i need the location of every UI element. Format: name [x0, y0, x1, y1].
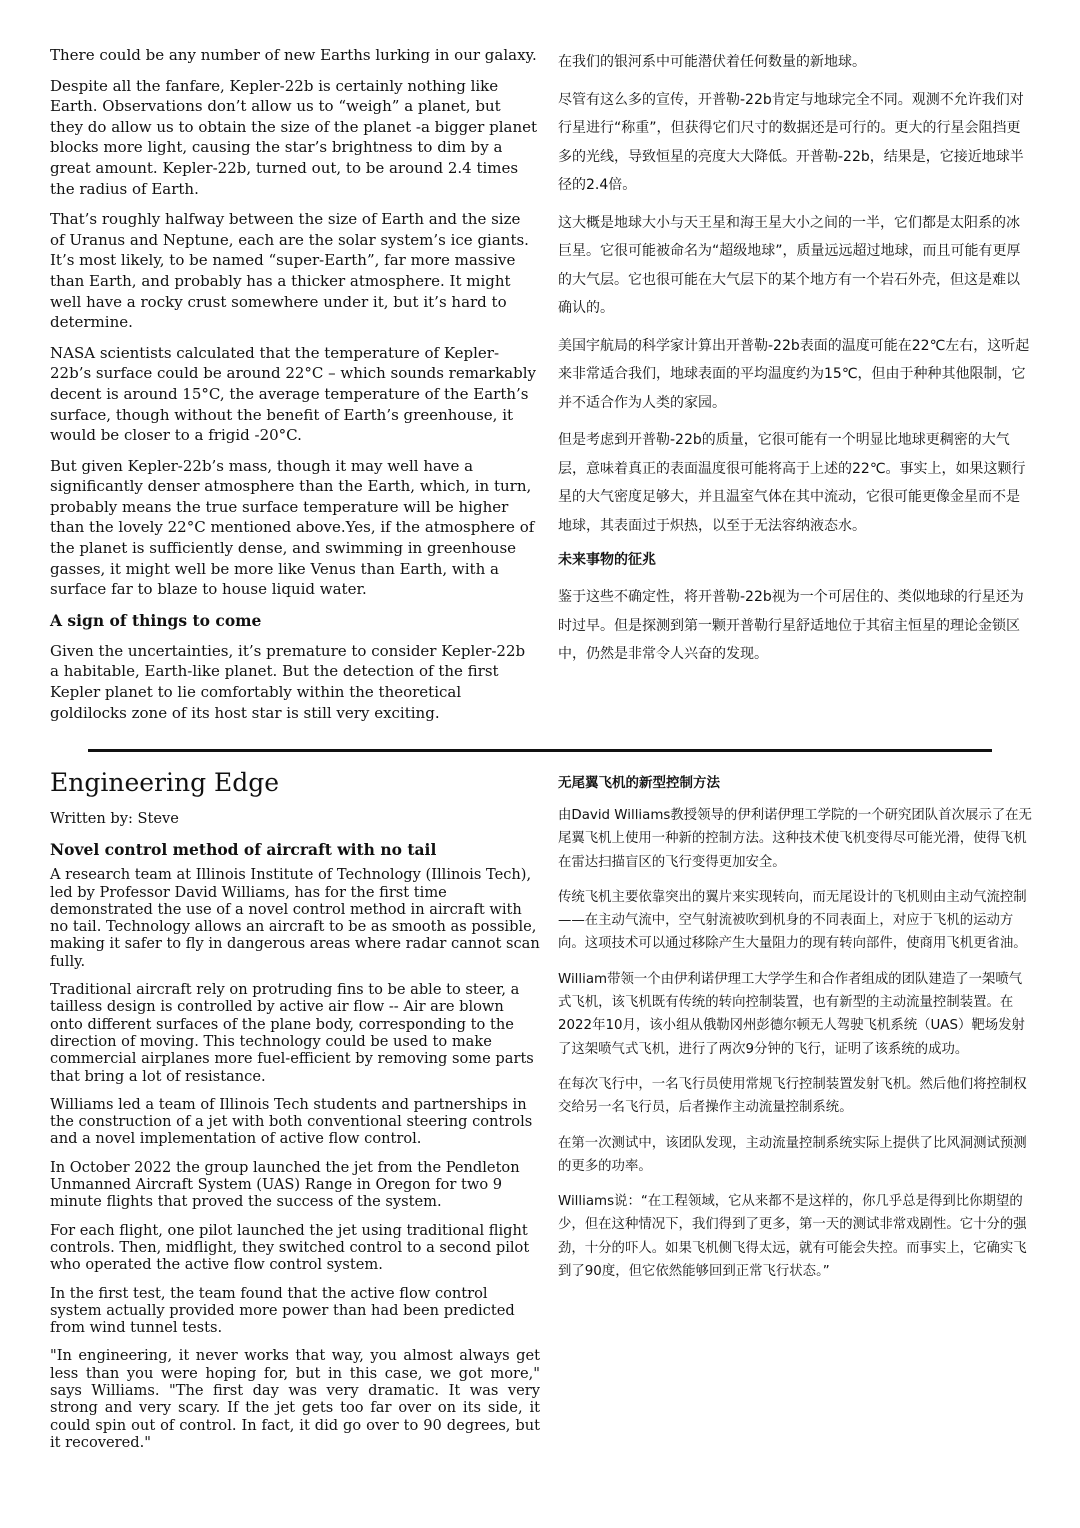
- section-heading: A sign of things to come: [50, 610, 262, 630]
- paragraph: 尽管有这么多的宣传，开普勒-22b肯定与地球完全不同。观测不允许我们对行星进行“称重”，但获得它们尺寸的数据还是可行的。更大的行星会阻挡更多的光线，导致恒星的亮度大大降低。开普勒-22b，结果是，它接近地球半径的2.4倍。: [558, 91, 1024, 193]
- bottom-chinese-column: [558, 772, 1033, 1295]
- paragraph: William带领一个由伊利诺伊理工大学学生和合作者组成的团队建造了一架喷气式飞机，该飞机既有传统的转向控制装置，也有新型的主动流量控制装置。在2022年10月，该小组从俄勒冈州彭德尔顿无人驾驶飞机系统（UAS）靶场发射了这架喷气式飞机，进行了两次9分钟的飞行，证明了该系统的成功。: [558, 971, 1025, 1057]
- paragraph: Williams说：“在工程领域，它从来都不是这样的，你几乎总是得到比你期望的少，但在这种情况下，我们得到了更多，第一天的测试非常戏剧性。它十分的强劲，十分的吓人。如果飞机侧飞得太远，就有可能会失控。而事实上，它确实飞到了90度，但它依然能够回到正常飞行状态。”: [558, 1194, 1027, 1280]
- section-heading: Novel control method of aircraft with no tail: [50, 840, 437, 860]
- paragraph: 在我们的银河系中可能潜伏着任何数量的新地球。: [558, 54, 866, 70]
- paragraph: 在每次飞行中，一名飞行员使用常规飞行控制装置发射飞机。然后他们将控制权交给另一名飞行员，后者操作主动流量控制系统。: [558, 1076, 1027, 1116]
- paragraph: But given Kepler-22b’s mass, though it may well have a significantly denser atmosphere than the Earth, which, in turn, probably means the true surface temperature will be higher than the lovely 22°C mentioned above.Yes, if the atmosphere of the planet is sufficiently dense, and swimming in greenhouse gasses, it might well be more like Venus than Earth, with a surface far to blaze to house liquid water.: [50, 456, 535, 599]
- paragraph: There could be any number of new Earths lurking in our galaxy.: [50, 46, 537, 64]
- paragraph: Williams led a team of Illinois Tech students and partnerships in the construction of a jet with both conventional steering controls and a novel implementation of active flow control.: [50, 1095, 533, 1148]
- paragraph: In the first test, the team found that the active flow control system actually provided more power than had been predicted from wind tunnel tests.: [50, 1284, 515, 1337]
- paragraph: 由David Williams教授领导的伊利诺伊理工学院的一个研究团队首次展示了在无尾翼飞机上使用一种新的控制方法。这种技术使飞机变得尽可能光滑，使得飞机在雷达扫描盲区的飞行变得更加安全。: [558, 808, 1032, 870]
- top-chinese-column: [558, 48, 1033, 678]
- byline: Written by: Steve: [50, 810, 179, 827]
- quote-paragraph: "In engineering, it never works that way, you almost always get less than you were hoping for, but in this case, we got more," says Williams. "The first day was very dramatic. It was very strong and very scary. If the jet gets too far over on its side, it could spin out of control. In fact, it did go over to 90 degrees, but it recovered.": [50, 1347, 540, 1451]
- paragraph: For each flight, one pilot launched the jet using traditional flight controls. Then, midflight, they switched control to a second pilot who operated the active flow control system.: [50, 1221, 530, 1274]
- paragraph: Despite all the fanfare, Kepler-22b is certainly nothing like Earth. Observations don’t allow us to “weigh” a planet, but they do allow us to obtain the size of the planet -a bigger planet blocks more light, causing the star’s brightness to dim by a great amount. Kepler-22b, turned out, to be around 2.4 times the radius of Earth.: [50, 76, 538, 198]
- paragraph: 鉴于这些不确定性，将开普勒-22b视为一个可居住的、类似地球的行星还为时过早。但是探测到第一颗开普勒行星舒适地位于其宿主恒星的理论金锁区中，仍然是非常令人兴奋的发现。: [558, 589, 1024, 662]
- section-divider: [88, 749, 992, 752]
- section-heading: 无尾翼飞机的新型控制方法: [558, 775, 720, 791]
- paragraph: 这大概是地球大小与天王星和海王星大小之间的一半，它们都是太阳系的冰巨星。它很可能被命名为“超级地球”，质量远远超过地球，而且可能有更厚的大气层。它也很可能在大气层下的某个地方有一个岩石外壳，但这是难以确认的。: [558, 214, 1021, 316]
- paragraph: 但是考虑到开普勒-22b的质量，它很可能有一个明显比地球更稠密的大气层，意味着真正的表面温度很可能将高于上述的22℃。事实上，如果这颗行星的大气密度足够大，并且温室气体在其中流动，它很可能更像金星而不是地球，其表面过于炽热，以至于无法容纳液态水。: [558, 432, 1026, 534]
- paragraph: That’s roughly halfway between the size of Earth and the size of Uranus and Neptune, each are the solar system’s ice giants. It’s most likely, to be named “super-Earth”, far more massive than Earth, and probably has a thicker atmosphere. It might well have a rocky crust somewhere under it, but it’s hard to determine.: [50, 210, 529, 332]
- paragraph: 在第一次测试中，该团队发现，主动流量控制系统实际上提供了比风洞测试预测的更多的功率。: [558, 1135, 1027, 1174]
- paragraph: Traditional aircraft rely on protruding fins to be able to steer, a tailless design is controlled by active air flow -- Air are blown onto different surfaces of the plane body, corresponding to the direction of moving. This technology could be used to make commercial airplanes more fuel-efficient by removing some parts that bring a lot of resistance.: [50, 981, 534, 1085]
- paragraph: 美国宇航局的科学家计算出开普勒-22b表面的温度可能在22℃左右，这听起来非常适合我们，地球表面的平均温度约为15℃，但由于种种其他限制，它并不适合作为人类的家园。: [558, 337, 1030, 411]
- paragraph: In October 2022 the group launched the jet from the Pendleton Unmanned Aircraft System (UAS) Range in Oregon for two 9 minute flights that proved the success of the system.: [50, 1158, 520, 1211]
- paragraph: 传统飞机主要依靠突出的翼片来实现转向，而无尾设计的飞机则由主动气流控制——在主动气流中，空气射流被吹到机身的不同表面上，对应于飞机的运动方向。这项技术可以通过移除产生大量阻力的现有转向部件，使商用飞机更省油。: [558, 889, 1027, 952]
- top-english-column: [50, 45, 538, 733]
- paragraph: A research team at Illinois Institute of Technology (Illinois Tech), led by Professor David Williams, has for the first time demonstrated the use of a novel control method in aircraft with no tail. Technology allows an aircraft to be as smooth as possible, making it safer to fly in dangerous areas where radar cannot scan fully.: [50, 866, 540, 970]
- section-heading: 未来事物的征兆: [558, 552, 656, 568]
- paragraph: Given the uncertainties, it’s premature to consider Kepler-22b a habitable, Earth-like planet. But the detection of the first Kepler planet to lie comfortably within the theoretical goldilocks zone of its host star is still very exciting.: [50, 641, 526, 722]
- article-title: Engineering Edge: [50, 768, 280, 797]
- bottom-english-column: [50, 768, 540, 1462]
- paragraph: NASA scientists calculated that the temperature of Kepler-22b’s surface could be around 22°C – which sounds remarkably decent is around 15°C, the average temperature of the Earth’s surface, though without the benefit of Earth’s greenhouse, it would be closer to a frigid -20°C.: [50, 343, 536, 445]
